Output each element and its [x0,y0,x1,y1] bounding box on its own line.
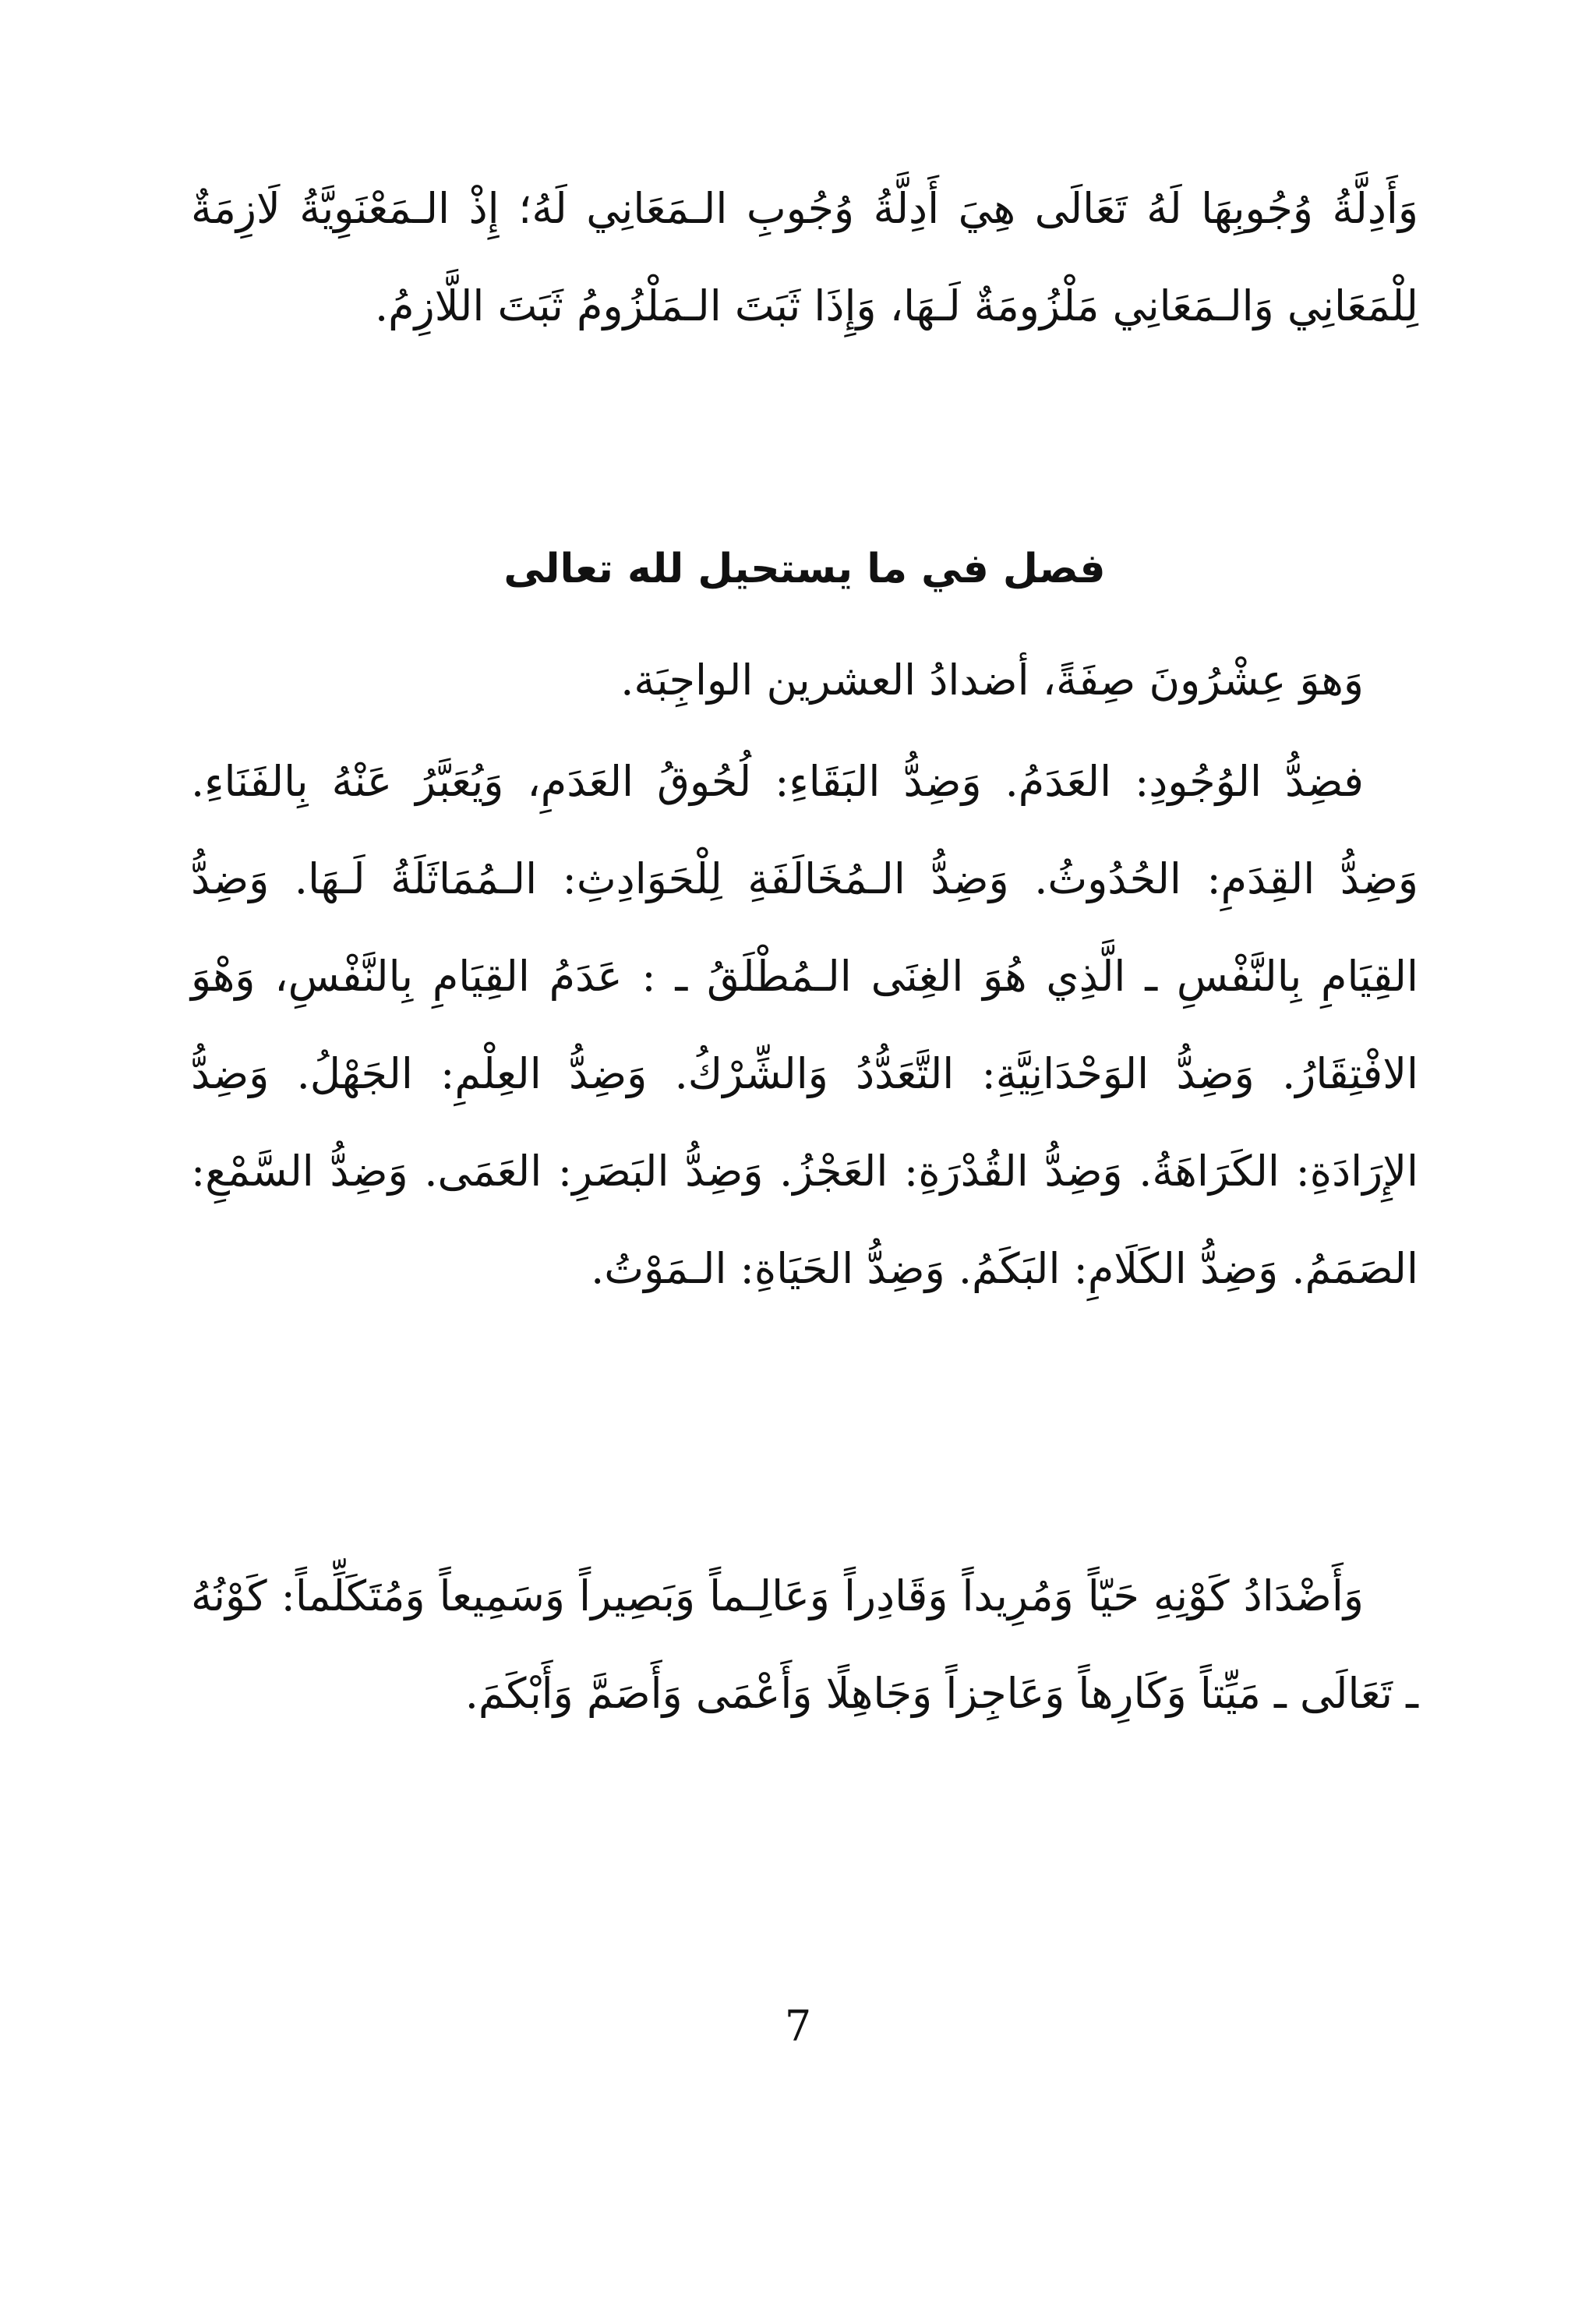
intro-paragraph: وَأَدِلَّةُ وُجُوبِهَا لَهُ تَعَالَى هِيَ أَدِلَّةُ وُجُوبِ الـمَعَانِي لَهُ؛ إِذْ الـمَعْنَوِيَّةُ لَازِمَةٌ لِلْمَعَانِي وَالـمَعَانِي مَلْزُومَةٌ لَـهَا، وَإِذَا ثَبَتَ الـمَلْزُومُ ثَبَتَ اللَّازِمُ. [191,184,1418,330]
page-number: 7 [784,2002,812,2051]
section-heading: فصل في ما يستحيل لله تعالى [503,546,1106,592]
opposites-paragraph: فضِدُّ الوُجُودِ: العَدَمُ. وَضِدُّ البَقَاءِ: لُحُوقُ العَدَمِ، وَيُعَبَّرُ عَنْهُ بِالفَنَاءِ. وَضِدُّ القِدَمِ: الحُدُوثُ. وَضِدُّ الـمُخَالَفَةِ لِلْحَوَادِثِ: الـمُمَاثَلَةُ لَـهَا. وَضِدُّ القِيَامِ بِالنَّفْسِ ـ الَّذِي هُوَ الغِنَى الـمُطْلَقُ ـ : عَدَمُ القِيَامِ بِالنَّفْسِ، وَهْوَ الافْتِقَارُ. وَضِدُّ الوَحْدَانِيَّةِ: التَّعَدُّدُ وَالشِّرْكُ. وَضِدُّ العِلْمِ: الجَهْلُ. وَضِدُّ الإِرَادَةِ: الكَرَاهَةُ. وَضِدُّ القُدْرَةِ: العَجْزُ. وَضِدُّ البَصَرِ: العَمَى. وَضِدُّ السَّمْعِ: الصَمَمُ. وَضِدُّ الكَلَامِ: البَكَمُ. وَضِدُّ الحَيَاةِ: الـمَوْتُ. [191,757,1418,1293]
adjectives-paragraph: وَأَضْدَادُ كَوْنِهِ حَيّاً وَمُرِيداً وَقَادِراً وَعَالِـماً وَبَصِيراً وَسَمِيعاً وَمُتَكَلِّماً: كَوْنُهُ ـ تَعَالَى ـ مَيِّتاً وَكَارِهاً وَعَاجِزاً وَجَاهِلًا وَأَعْمَى وَأَصَمَّ وَأَبْكَمَ. [191,1571,1418,1718]
adjectives-paragraph-block [191,1547,1418,1742]
opposites-paragraph-block [191,733,1418,1317]
section-intro-block [191,631,1418,729]
intro-paragraph-block [191,160,1418,355]
section-intro: وَهوَ عِشْرُونَ صِفَةً، أضدادُ العشرين الواجِبَة. [620,656,1364,705]
